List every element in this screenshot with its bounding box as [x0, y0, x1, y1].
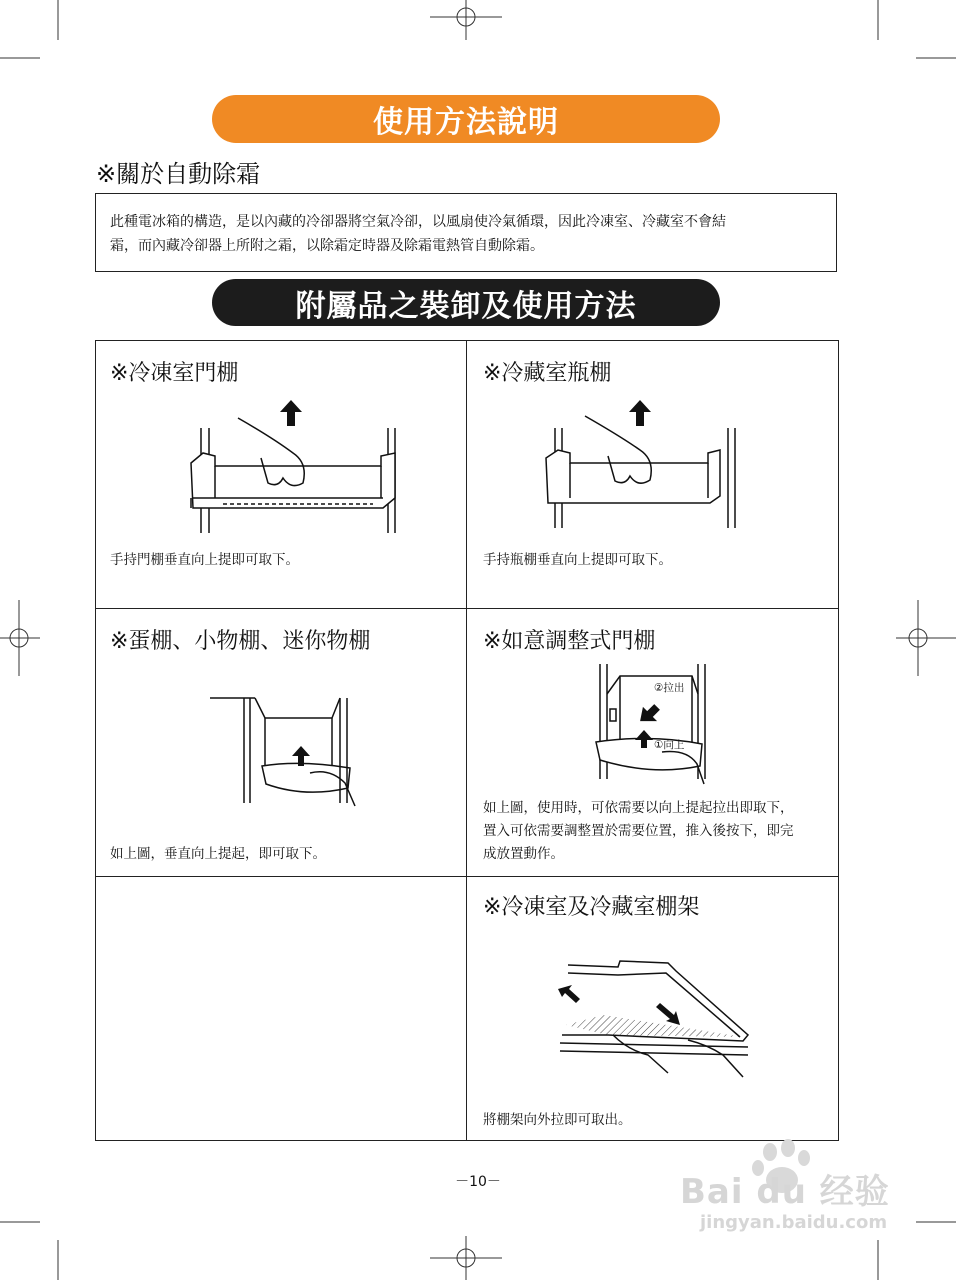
freezer-door-shelf-title: ※冷凍室門棚	[110, 361, 239, 386]
accessories-section-banner: 附屬品之裝卸及使用方法	[212, 279, 720, 326]
freezer-door-shelf-instruction: 手持門棚垂直向上提即可取下。	[110, 552, 299, 568]
freezer-door-shelf-illustration	[183, 398, 413, 533]
auto-defrost-text-line-2: 霜，而內藏冷卻器上所附之霜，以除霜定時器及除霜電熱管自動除霜。	[110, 238, 544, 254]
grid-divider-row-1	[95, 608, 839, 609]
adjustable-door-shelf-instruction	[483, 797, 794, 866]
auto-defrost-description	[95, 193, 837, 272]
grid-divider-row-2	[95, 876, 839, 877]
fridge-bottle-shelf-instruction: 手持瓶棚垂直向上提即可取下。	[483, 552, 672, 568]
watermark-url: jingyan.baidu.com	[700, 1212, 888, 1233]
shelf-rack-title: ※冷凍室及冷藏室棚架	[483, 895, 700, 920]
page-number: －10－	[455, 1174, 501, 1190]
egg-shelves-illustration	[210, 688, 360, 813]
fridge-bottle-shelf-illustration	[540, 398, 750, 533]
adjustable-door-shelf-title: ※如意調整式門棚	[483, 629, 656, 654]
egg-shelves-title: ※蛋棚、小物棚、迷你物棚	[110, 629, 371, 654]
page-title-banner: 使用方法說明	[212, 95, 720, 143]
auto-defrost-heading: ※關於自動除霜	[96, 160, 261, 188]
auto-defrost-text-line-1: 此種電冰箱的構造，是以內藏的冷卻器將空氣冷卻，以風扇使冷氣循環，因此冷凍室、冷藏室不會結	[110, 214, 726, 230]
pull-out-label: ②拉出	[654, 682, 685, 694]
adjustable-door-shelf-text-line-1: 如上圖，使用時，可依需要以向上提起拉出即取下，	[483, 800, 794, 816]
egg-shelves-instruction: 如上圖，垂直向上提起，即可取下。	[110, 846, 326, 862]
shelf-rack-instruction: 將棚架向外拉即可取出。	[483, 1112, 632, 1128]
shelf-rack-illustration	[558, 955, 758, 1080]
fridge-bottle-shelf-title: ※冷藏室瓶棚	[483, 361, 612, 386]
grid-divider-vertical	[466, 340, 467, 1141]
adjustable-door-shelf-text-line-2: 置入可依需要調整置於需要位置，推入後按下，即完	[483, 823, 794, 839]
adjustable-door-shelf-text-line-3: 成放置動作。	[483, 846, 564, 862]
watermark-brand: Bai du 经验	[680, 1172, 890, 1212]
lift-up-label: ①向上	[654, 739, 685, 751]
